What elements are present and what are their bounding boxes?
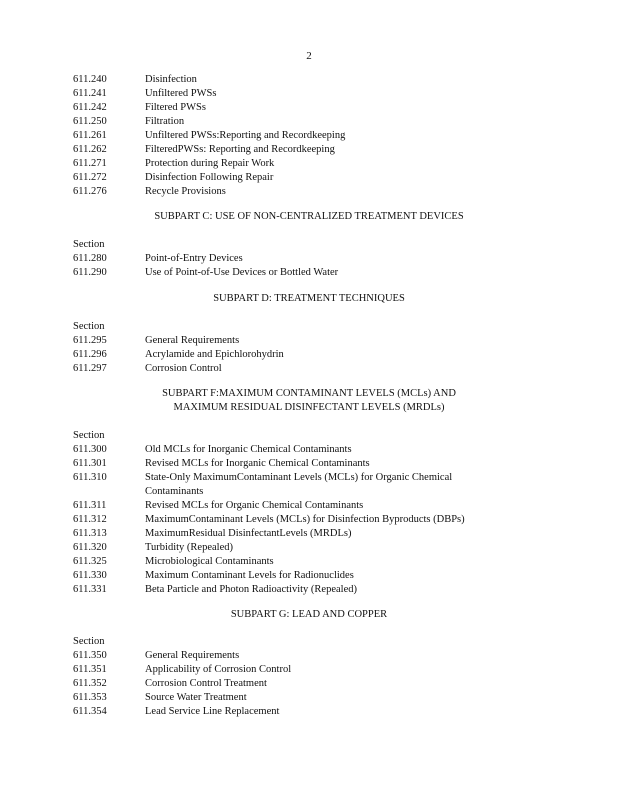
list-item: [73, 115, 593, 129]
list-item: [73, 499, 593, 513]
section-number: 611.295: [73, 335, 107, 346]
section-title: Recycle Provisions: [145, 186, 226, 197]
section-number: 611.300: [73, 444, 107, 455]
list-item: [73, 457, 593, 471]
section-number: 611.297: [73, 363, 107, 374]
section-title: General Requirements: [145, 650, 240, 661]
section-title: Source Water Treatment: [145, 692, 247, 703]
section-number: 611.301: [73, 458, 107, 469]
section-title: Disinfection Following Repair: [145, 172, 274, 183]
list-item: [73, 73, 593, 87]
list-item: [73, 691, 593, 705]
section-number: 611.311: [73, 500, 107, 511]
list-item: [73, 555, 593, 569]
section-list-subpart-c: [73, 238, 593, 280]
section-title: MaximumResidual DisinfectantLevels (MRDLs): [145, 528, 352, 539]
section-number: 611.354: [73, 706, 107, 717]
list-item: [73, 663, 593, 677]
list-item: [73, 513, 593, 527]
list-item: [73, 171, 593, 185]
list-item: [73, 583, 593, 597]
section-number: 611.325: [73, 556, 107, 567]
section-title: Point-of-Entry Devices: [145, 253, 243, 264]
section-title: Revised MCLs for Organic Chemical Contaminants: [145, 500, 364, 511]
list-item: [73, 185, 593, 199]
subpart-c-heading: SUBPART C: USE OF NON-CENTRALIZED TREATMENT DEVICES: [154, 211, 464, 222]
subpart-g-heading: SUBPART G: LEAD AND COPPER: [230, 609, 388, 620]
section-title: Applicability of Corrosion Control: [145, 664, 292, 675]
section-number: 611.320: [73, 542, 107, 553]
section-title: Use of Point-of-Use Devices or Bottled Water: [145, 267, 339, 278]
section-title: Microbiological Contaminants: [145, 556, 274, 567]
section-label: Section: [73, 636, 105, 647]
section-number: 611.296: [73, 349, 107, 360]
section-title: Unfiltered PWSs: [145, 88, 217, 99]
section-title: Disinfection: [145, 74, 197, 85]
section-number: 611.350: [73, 650, 107, 661]
section-number: 611.310: [73, 472, 107, 483]
section-number: 611.240: [73, 74, 107, 85]
section-list-subpart-f: [73, 429, 593, 597]
list-item: [73, 649, 593, 663]
section-title: State-Only MaximumContaminant Levels (MCLs) for Organic Chemical Contaminants: [145, 472, 453, 497]
section-number: 611.351: [73, 664, 107, 675]
section-number: 611.290: [73, 267, 107, 278]
section-title: Corrosion Control: [145, 363, 222, 374]
section-number: 611.331: [73, 584, 107, 595]
section-number: 611.313: [73, 528, 107, 539]
section-number: 611.276: [73, 186, 107, 197]
section-number: 611.262: [73, 144, 107, 155]
section-title: FilteredPWSs: Reporting and Recordkeeping: [145, 144, 335, 155]
section-title: Turbidity (Repealed): [145, 542, 233, 553]
section-number: 611.353: [73, 692, 107, 703]
list-item: [73, 143, 593, 157]
list-item: [73, 677, 593, 691]
subpart-f-heading: SUBPART F:MAXIMUM CONTAMINANT LEVELS (MCLs) AND MAXIMUM RESIDUAL DISINFECTANT LEVELS (MRDLs): [162, 388, 456, 413]
section-title: General Requirements: [145, 335, 240, 346]
subpart-d-heading: SUBPART D: TREATMENT TECHNIQUES: [213, 293, 405, 304]
list-item: [73, 252, 593, 266]
section-list-disinfection: [73, 73, 593, 199]
section-list-subpart-d: [73, 320, 593, 376]
list-item: [73, 443, 593, 457]
section-number: 611.352: [73, 678, 107, 689]
list-item: [73, 348, 593, 362]
section-title: Protection during Repair Work: [145, 158, 275, 169]
list-item: [73, 705, 593, 719]
section-title: Maximum Contaminant Levels for Radionuclides: [145, 570, 354, 581]
list-item: [73, 471, 593, 499]
section-title: Old MCLs for Inorganic Chemical Contaminants: [145, 444, 352, 455]
section-number: 611.261: [73, 130, 107, 141]
list-item: [73, 157, 593, 171]
section-title: Lead Service Line Replacement: [145, 706, 280, 717]
section-list-subpart-g: [73, 635, 593, 719]
section-number: 611.312: [73, 514, 107, 525]
section-label: Section: [73, 430, 105, 441]
section-number: 611.272: [73, 172, 107, 183]
list-item: [73, 266, 593, 280]
page-number: 2: [306, 50, 312, 62]
section-number: 611.250: [73, 116, 107, 127]
list-item: [73, 334, 593, 348]
list-item: [73, 541, 593, 555]
section-title: Unfiltered PWSs:Reporting and Recordkeeping: [145, 130, 346, 141]
section-title: Corrosion Control Treatment: [145, 678, 267, 689]
list-item: [73, 87, 593, 101]
section-title: Filtered PWSs: [145, 102, 206, 113]
section-label: Section: [73, 239, 105, 250]
section-number: 611.241: [73, 88, 107, 99]
section-number: 611.271: [73, 158, 107, 169]
section-title: Acrylamide and Epichlorohydrin: [145, 349, 284, 360]
section-title: Revised MCLs for Inorganic Chemical Contaminants: [145, 458, 370, 469]
list-item: [73, 129, 593, 143]
list-item: [73, 527, 593, 541]
section-number: 611.330: [73, 570, 107, 581]
list-item: [73, 569, 593, 583]
section-number: 611.280: [73, 253, 107, 264]
section-title: Filtration: [145, 116, 185, 127]
section-title: MaximumContaminant Levels (MCLs) for Disinfection Byproducts (DBPs): [145, 514, 465, 525]
section-label: Section: [73, 321, 105, 332]
list-item: [73, 362, 593, 376]
section-number: 611.242: [73, 102, 107, 113]
section-title: Beta Particle and Photon Radioactivity (Repealed): [145, 584, 357, 595]
list-item: [73, 101, 593, 115]
